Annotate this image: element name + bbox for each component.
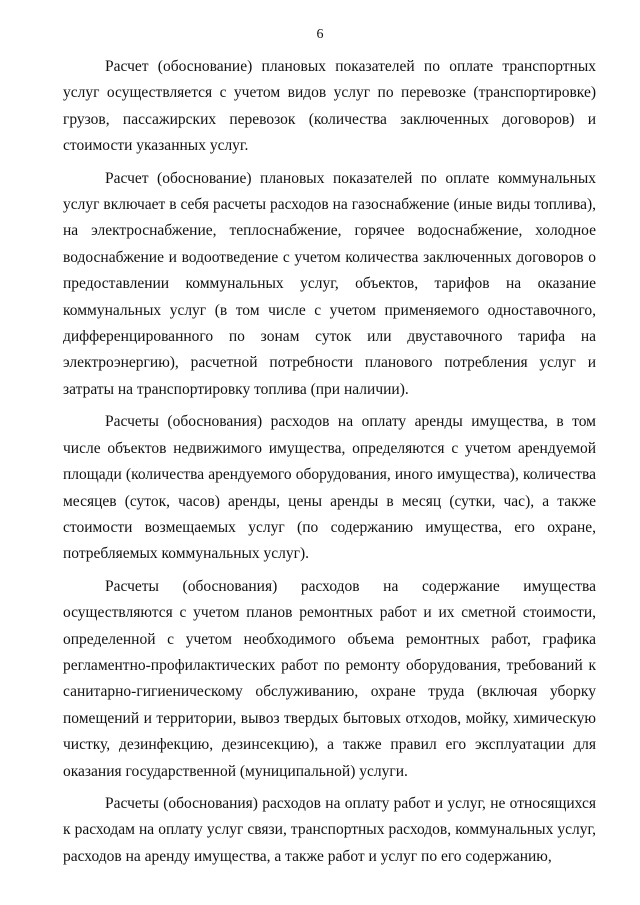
- document-body: [63, 54, 596, 870]
- paragraph-utility-services: Расчет (обоснование) плановых показателей по оплате коммунальных услуг включает в себя расчеты расходов на газоснабжение (иные виды топлива), на электроснабжение, теплоснабжение, горячее водоснабжение, холодное водоснабжение и водоотведение с учетом количества заключенных договоров о предоставлении коммунальных услуг, объектов, тарифов на оказание коммунальных услуг (в том числе с учетом применяемого одноставочного, дифференцированного по зонам суток или двуставочного тарифа на электроэнергию), расчетной потребности планового потребления услуг и затраты на транспортировку топлива (при наличии).: [63, 169, 596, 398]
- paragraph-property-rent: Расчеты (обоснования) расходов на оплату аренды имущества, в том числе объектов недвижимого имущества, определяются с учетом арендуемой площади (количества арендуемого оборудования, иного имущества), количества месяцев (суток, часов) аренды, цены аренды в месяц (сутки, час), а также стоимости возмещаемых услуг (по содержанию имущества, его охране, потребляемых коммунальных услуг).: [63, 413, 596, 563]
- paragraph-property-maintenance: Расчеты (обоснования) расходов на содержание имущества осуществляются с учетом планов ремонтных работ и их сметной стоимости, определенной с учетом необходимого объема ремонтных работ, графика регламентно-профилактических работ по ремонту оборудования, требований к санитарно-гигиеническому обслуживанию, охране труда (включая уборку помещений и территории, вывоз твердых бытовых отходов, мойку, химическую чистку, дезинфекцию, дезинсекцию), а также правил его эксплуатации для оказания государственной (муниципальной) услуги.: [63, 577, 596, 780]
- paragraph-transport-services: Расчет (обоснование) плановых показателей по оплате транспортных услуг осуществляется с учетом видов услуг по перевозке (транспортировке) грузов, пассажирских перевозок (количества заключенных договоров) и стоимости указанных услуг.: [63, 58, 596, 155]
- paragraph-other-works-services: Расчеты (обоснования) расходов на оплату работ и услуг, не относящихся к расходам на оплату услуг связи, транспортных расходов, коммунальных услуг, расходов на аренду имущества, а также работ и услуг по его содержанию,: [63, 794, 596, 865]
- page-number: 6: [316, 27, 324, 42]
